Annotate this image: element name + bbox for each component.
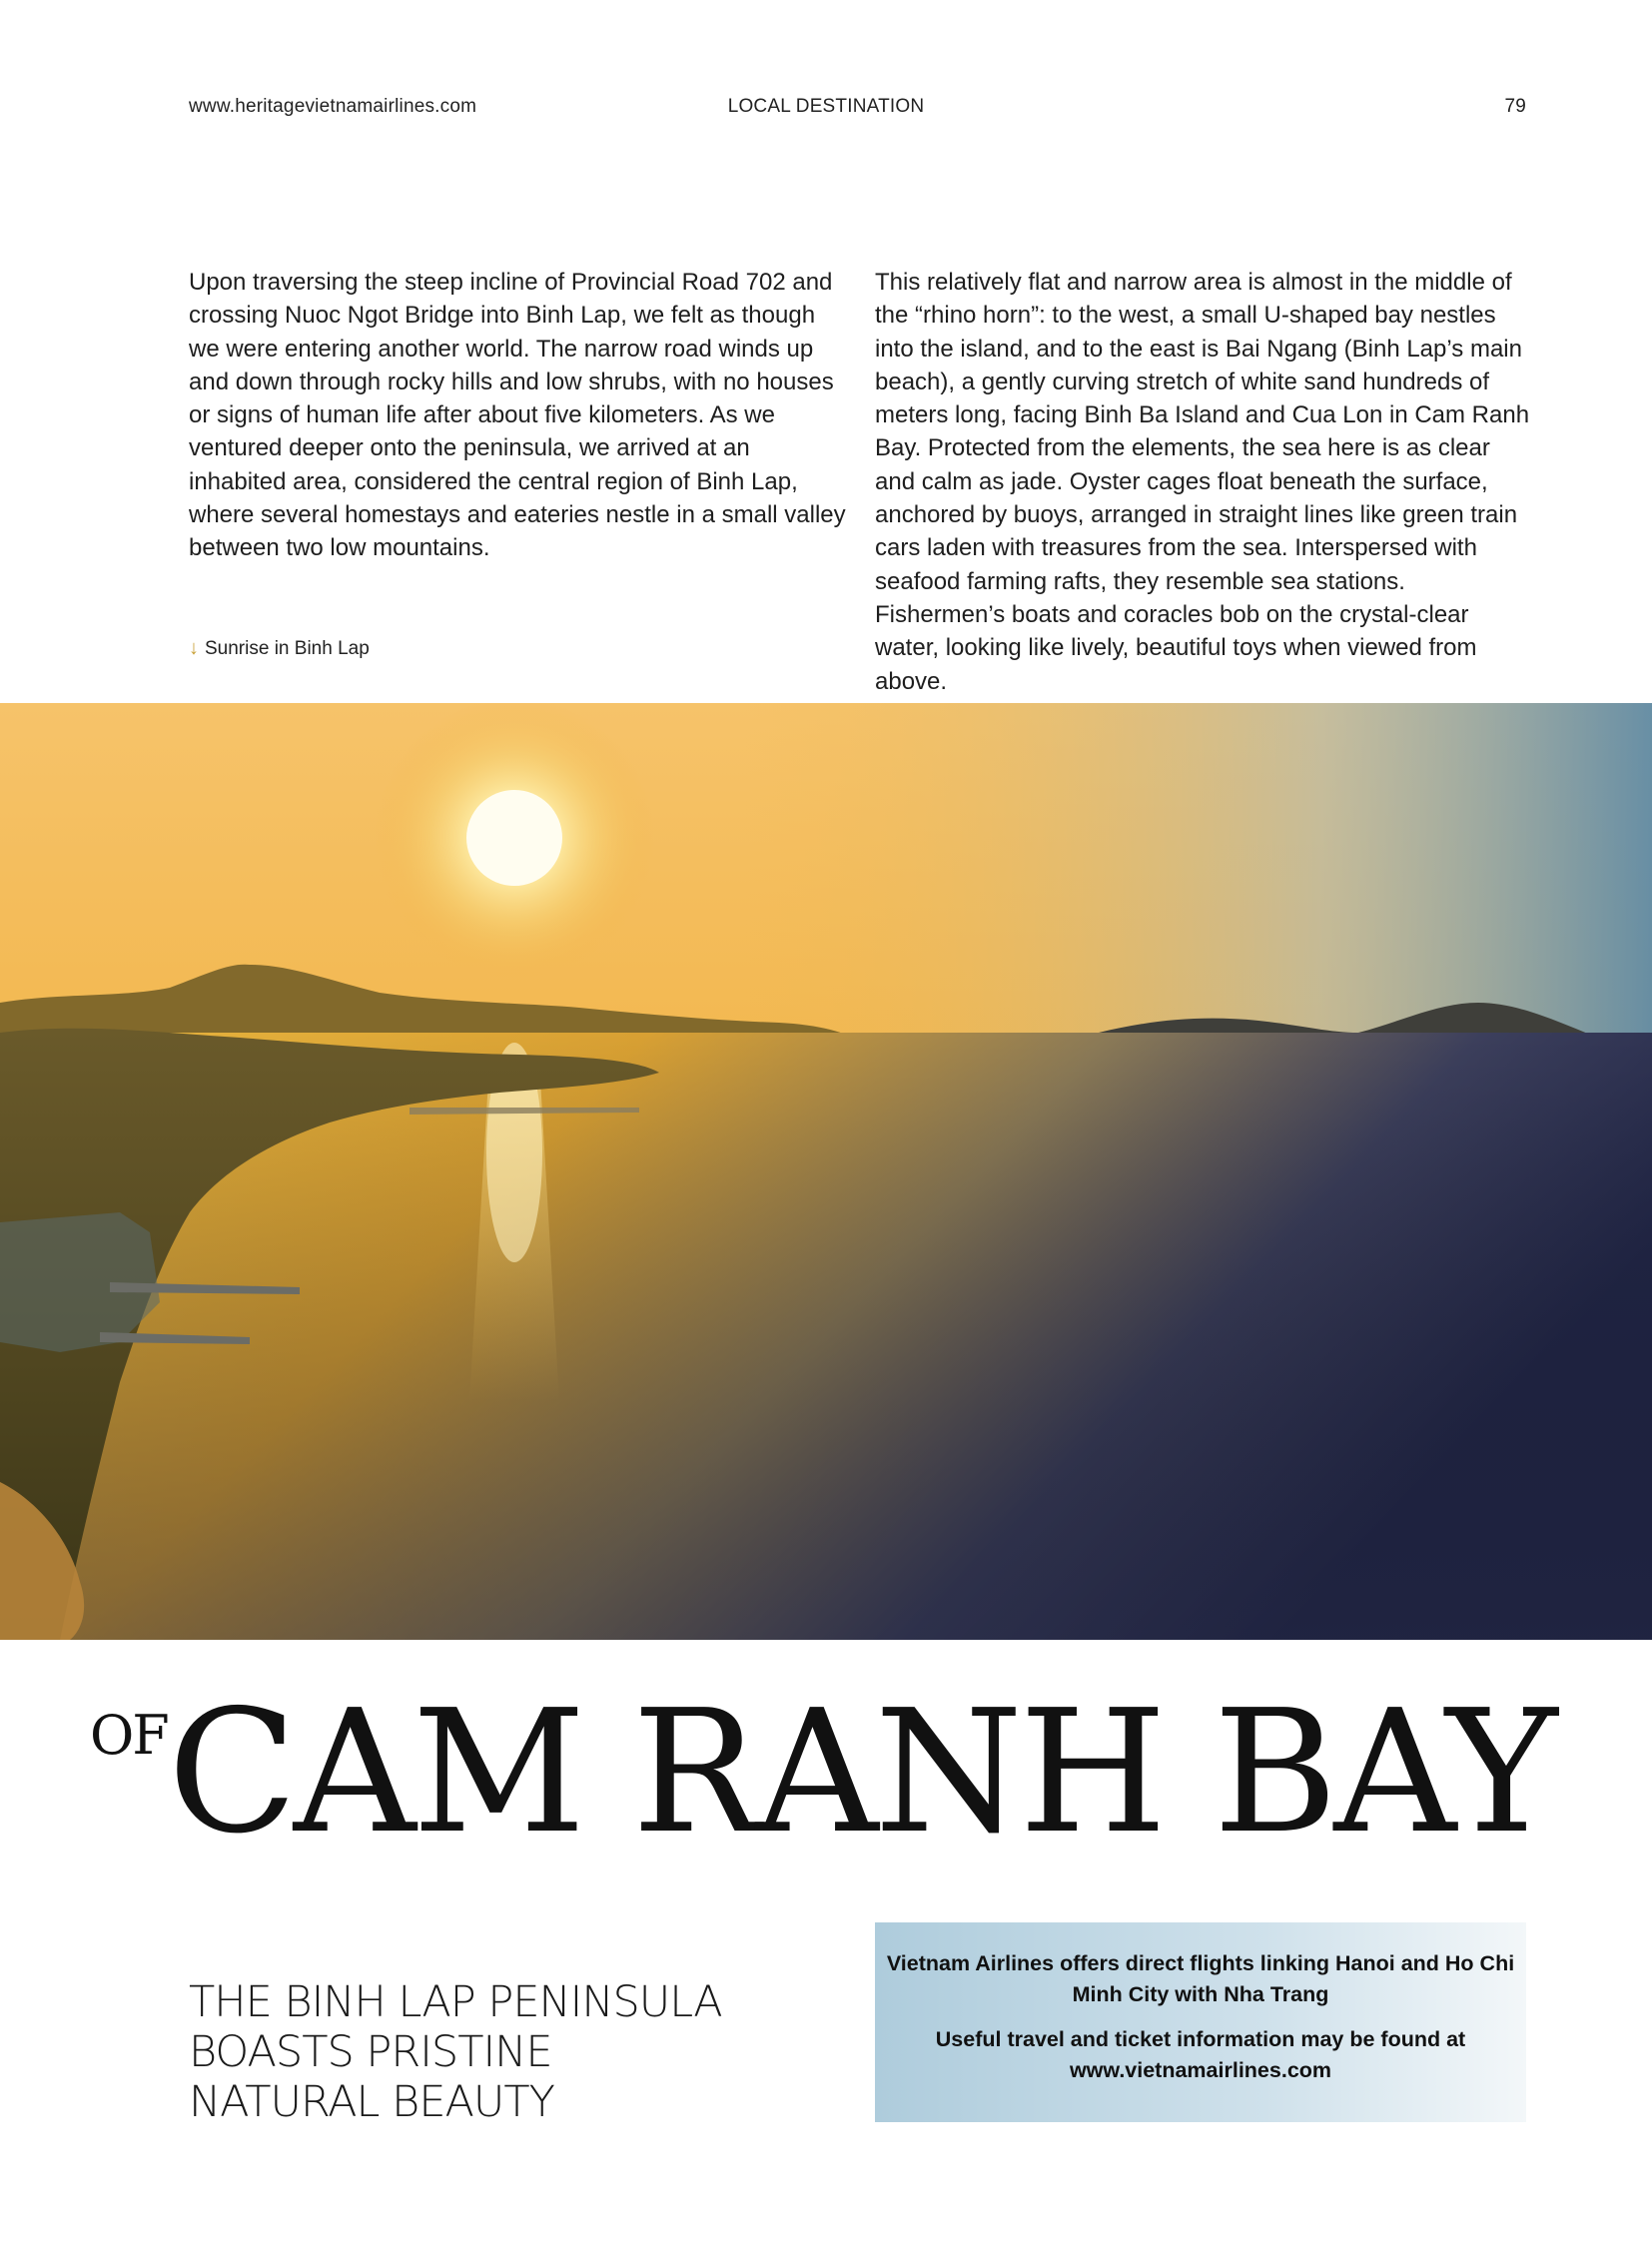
page-number: 79 xyxy=(1504,96,1526,117)
subtitle-line-1: THE BINH LAP PENINSULA xyxy=(189,1977,722,2027)
info-website-text: Useful travel and ticket information may be found at www.vietnamairlines.com xyxy=(935,2027,1466,2082)
arrow-down-icon: ↓ xyxy=(189,637,199,659)
body-text-left-column: Upon traversing the steep incline of Provincial Road 702 and crossing Nuoc Ngot Bridge into Binh Lap, we felt as though we were entering another world. The narrow road winds up and down through rocky hills and low shrubs, with no houses or signs of human life after about five kilometers. As we ventured deeper onto the peninsula, we arrived at an inhabited area, considered the central region of Binh Lap, where several homestays and eateries nestle in a small valley between two low mountains. xyxy=(189,269,846,562)
info-flights-text: Vietnam Airlines offers direct flights linking Hanoi and Ho Chi Minh City with Nha Trang xyxy=(886,1951,1515,2006)
subtitle-line-2: BOASTS PRISTINE xyxy=(189,2027,552,2077)
article-title xyxy=(90,1674,1648,1871)
body-text-right-column: This relatively flat and narrow area is almost in the middle of the “rhino horn”: to the west, a small U-shaped bay nestles into the island, and to the east is Bai Ngang (Binh Lap’s main beach), a gently curving stretch of white sand hundreds of meters long, facing Binh Ba Island and Cua Lon in Cam Ranh Bay. Protected from the elements, the sea here is as clear and calm as jade. Oyster cages float beneath the surface, anchored by buoys, arranged in straight lines like green train cars laden with treasures from the sea. Interspersed with seafood farming rafts, they resemble sea stations. Fishermen’s boats and coracles bob on the crystal-clear water, looking like lively, beautiful toys when viewed from above. xyxy=(875,269,1530,695)
header-section: LOCAL DESTINATION xyxy=(727,96,925,117)
caption-text: Sunrise in Binh Lap xyxy=(205,637,370,659)
article-subtitle xyxy=(189,1977,748,2127)
header-website: www.heritagevietnamairlines.com xyxy=(189,96,477,117)
sunrise-photo xyxy=(0,703,1652,1640)
title-main: CAM RANH BAY xyxy=(167,1674,1554,1871)
title-prefix: OF xyxy=(90,1704,168,1767)
info-box xyxy=(875,1922,1526,2122)
photo-caption xyxy=(189,637,370,660)
subtitle-line-3: NATURAL BEAUTY xyxy=(189,2077,554,2127)
